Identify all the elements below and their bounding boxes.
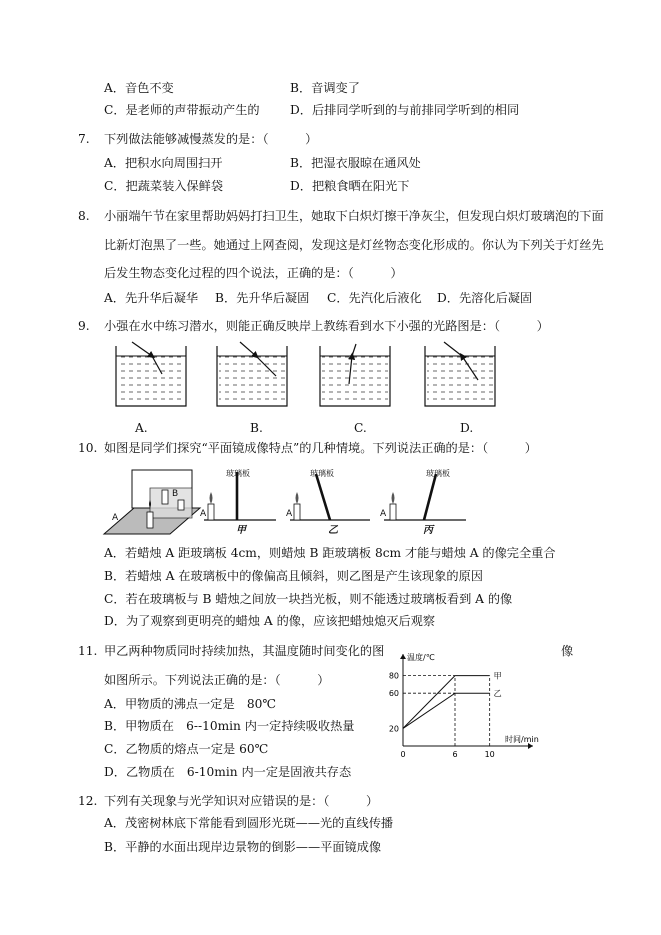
q6-option-d: D．后排同学听到的与前排同学听到的相同 [290, 103, 520, 117]
q11-temperature-chart [360, 650, 540, 760]
y-tick-label: 60 [388, 689, 399, 699]
q12-option-b: B．平静的水面出现岸边景物的倒影——平面镜成像 [104, 840, 382, 854]
series-label-1: 甲 [493, 671, 502, 681]
series-line-1 [403, 676, 490, 729]
q6-option-a: A．音色不变 [104, 81, 174, 95]
q8-stem-line-3: 后发生物态变化过程的四个说法，正确的是：（ ） [104, 266, 403, 280]
series-line-2 [403, 693, 490, 728]
x-tick-label: 10 [484, 750, 495, 759]
q8-stem-line-2: 比新灯泡黑了一些。她通过上网查阅，发现这是灯丝物态变化形成的。你认为下列关于灯丝先 [104, 238, 604, 252]
y-tick-label: 80 [388, 671, 399, 681]
q11-option-b: B．甲物质在 6--10min 内一定持续吸收热量 [104, 719, 355, 733]
q10-plate-label-3: 玻璃板 [426, 469, 450, 478]
diagram-a [116, 342, 186, 406]
q8-number: 8. [78, 209, 90, 223]
diagram-d [425, 342, 495, 406]
q8-option-c: C．先汽化后液化 [327, 291, 422, 305]
q11-stem-b: 像 [561, 644, 574, 658]
q10-number: 10. [78, 441, 98, 455]
y-axis-title: 温度/℃ [407, 653, 435, 662]
q7-number: 7. [78, 132, 90, 146]
x-axis-title: 时间/min [505, 735, 539, 744]
q10-option-a: A．若蜡烛 A 距玻璃板 4cm，则蜡烛 B 距玻璃板 8cm 才能与蜡烛 A 的像完全重合 [104, 546, 556, 560]
q6-option-c: C．是老师的声带振动产生的 [104, 103, 260, 117]
q7-option-c: C．把蔬菜装入保鲜袋 [104, 179, 224, 193]
q10-label-b: B [172, 489, 179, 499]
diagram-b [217, 342, 287, 406]
q7-option-b: B．把湿衣服晾在通风处 [290, 156, 421, 170]
y-tick-label: 20 [388, 724, 399, 734]
q10-jia-label-a: A [200, 509, 207, 519]
q11-number: 11. [78, 644, 98, 658]
q11-stem-a: 甲乙两种物质同时持续加热，其温度随时间变化的图 [104, 644, 385, 658]
q12-option-a: A．茂密树林底下常能看到圆形光斑——光的直线传播 [104, 816, 394, 830]
q11-option-a: A．甲物质的沸点一定是 80℃ [104, 697, 277, 711]
q9-stem: 小强在水中练习潜水，则能正确反映岸上教练看到水下小强的光路图是：（ ） [104, 319, 549, 333]
q6-option-b: B．音调变了 [290, 81, 360, 95]
q11-option-d: D．乙物质在 6-10min 内一定是固液共存态 [104, 765, 352, 779]
q9-ray-diagrams [0, 340, 661, 420]
q10-bing-label-a: A [380, 509, 387, 519]
q11-option-c: C．乙物质的熔点一定是 60℃ [104, 742, 269, 756]
q8-stem-line-1: 小丽端午节在家里帮助妈妈打扫卫生，她取下白炽灯擦干净灰尘，但发现白炽灯玻璃泡的下面 [104, 209, 604, 223]
y-axis-arrow [400, 654, 406, 659]
q10-caption-yi: 乙 [328, 525, 338, 536]
q8-option-a: A．先升华后凝华 [104, 291, 199, 305]
q10-figure-bing [384, 474, 466, 520]
q9-label-c: C. [354, 421, 367, 435]
q9-number: 9. [78, 319, 90, 333]
q9-label-d: D. [460, 421, 474, 435]
x-tick-label: 0 [400, 750, 406, 759]
q8-option-d: D．先溶化后凝固 [437, 291, 533, 305]
q10-option-d: D．为了观察到更明亮的蜡烛 A 的像，应该把蜡烛熄灭后观察 [104, 614, 436, 628]
q10-stem: 如图是同学们探究“平面镜成像特点”的几种情境。下列说法正确的是：（ ） [104, 441, 537, 455]
q11-stem-c: 如图所示。下列说法正确的是：（ ） [104, 673, 330, 687]
q10-label-a: A [112, 513, 119, 523]
q12-stem: 下列有关现象与光学知识对应错误的是：（ ） [104, 794, 379, 808]
x-tick-label: 6 [452, 750, 458, 759]
q9-label-b: B. [250, 421, 263, 435]
q10-option-c: C．若在玻璃板与 B 蜡烛之间放一块挡光板，则不能透过玻璃板看到 A 的像 [104, 592, 513, 606]
q10-plate-label-1: 玻璃板 [226, 469, 250, 478]
diagram-c [320, 344, 390, 406]
q10-option-b: B．若蜡烛 A 在玻璃板中的像偏高且倾斜，则乙图是产生该现象的原因 [104, 569, 483, 583]
q7-stem: 下列做法能够减慢蒸发的是：（ ） [104, 132, 318, 146]
q10-setup-figure [104, 470, 200, 534]
q7-option-a: A．把积水向周围扫开 [104, 156, 223, 170]
series-label-2: 乙 [493, 689, 502, 699]
q9-label-a: A. [135, 421, 148, 435]
q10-yi-label-a: A [286, 509, 293, 519]
q10-caption-jia: 甲 [236, 525, 246, 536]
q7-option-d: D．把粮食晒在阳光下 [290, 179, 410, 193]
q8-option-b: B．先升华后凝固 [215, 291, 310, 305]
q10-caption-bing: 丙 [423, 525, 433, 536]
q10-plate-label-2: 玻璃板 [310, 469, 334, 478]
q12-number: 12. [78, 794, 98, 808]
